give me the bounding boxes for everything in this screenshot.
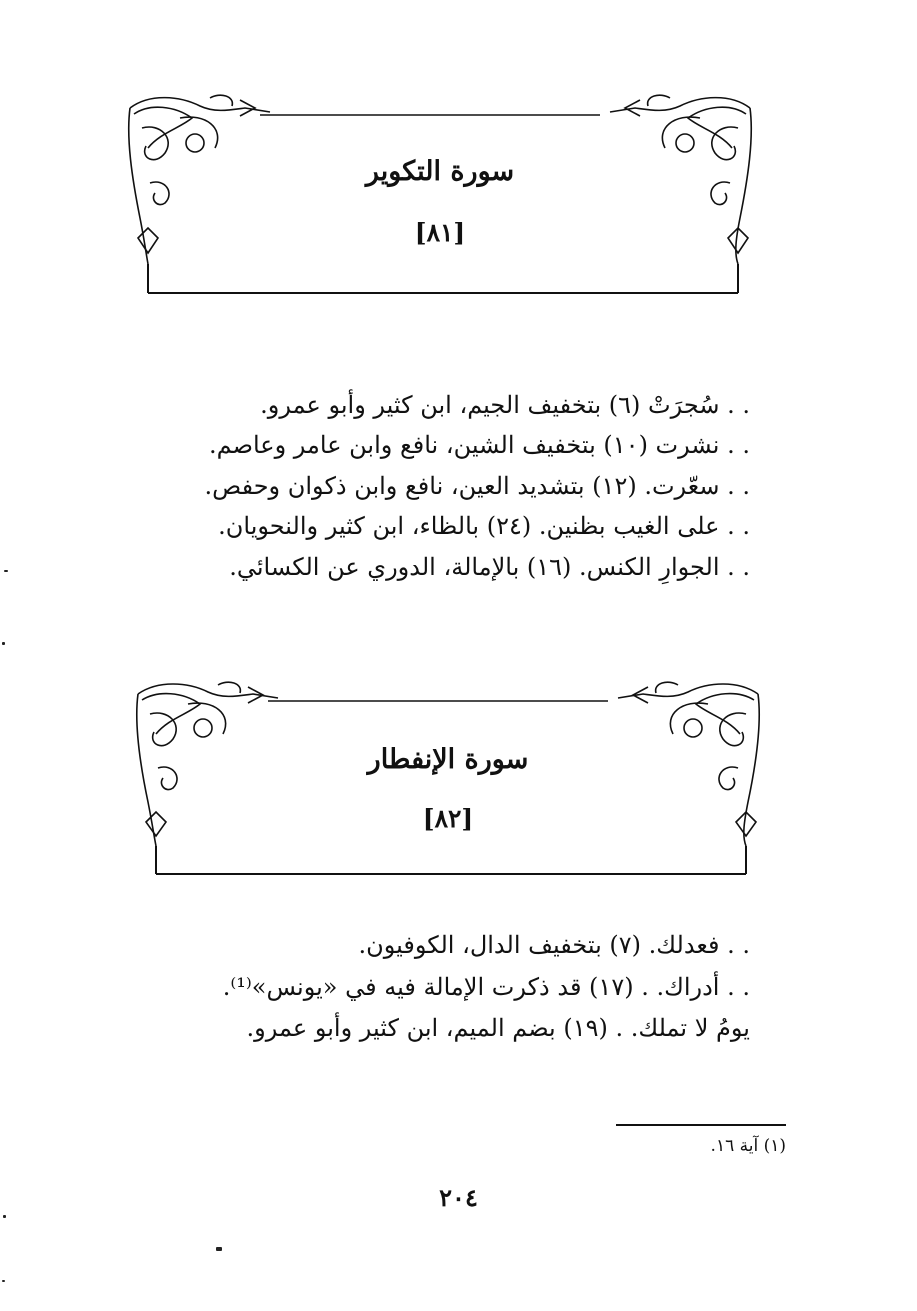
verse-line: . . فعدلك. (٧) بتخفيف الدال، الكوفيون. [358,931,750,959]
scan-speck [216,1247,222,1251]
surah-82-title: سورة الإنفطار [367,744,529,775]
verse-line: . . سعّرت. (١٢) بتشديد العين، نافع وابن ذكوان وحفص. [204,472,750,500]
verse-line: . . الجوارِ الكنس. (١٦) بالإمالة، الدوري عن الكسائي. [229,553,750,581]
scan-speck [4,570,8,572]
scan-speck [3,1215,6,1218]
ornamental-frame-border [120,88,760,300]
surah-81-number: [٨١] [414,218,466,247]
verse-line: . . نشرت (١٠) بتخفيف الشين، نافع وابن عامر وعاصم. [208,431,750,459]
surah-82-frame [128,676,768,882]
scan-speck [2,642,5,645]
ornamental-frame-border [128,676,768,882]
scan-speck [2,1280,5,1282]
verse-line: . . أدراك. . (١٧) قد ذكرت الإمالة فيه في «يونس»⁽¹⁾. [222,973,750,1001]
surah-81-title: سورة التكوير [365,156,515,187]
verse-line: . . سُجرَتْ (٦) بتخفيف الجيم، ابن كثير وأبو عمرو. [260,391,750,419]
verse-line: . . على الغيب بظنين. (٢٤) بالظاء، ابن كثير والنحويان. [218,512,750,540]
page-number: ٢٠٤ [439,1183,478,1212]
footnote-divider [616,1124,786,1126]
surah-82-number: [٨٢] [422,804,474,833]
surah-81-frame [120,88,760,300]
verse-line: يومُ لا تملك. . (١٩) بضم الميم، ابن كثير وأبو عمرو. [246,1014,750,1042]
footnote: (١) آية ١٦. [710,1136,786,1156]
